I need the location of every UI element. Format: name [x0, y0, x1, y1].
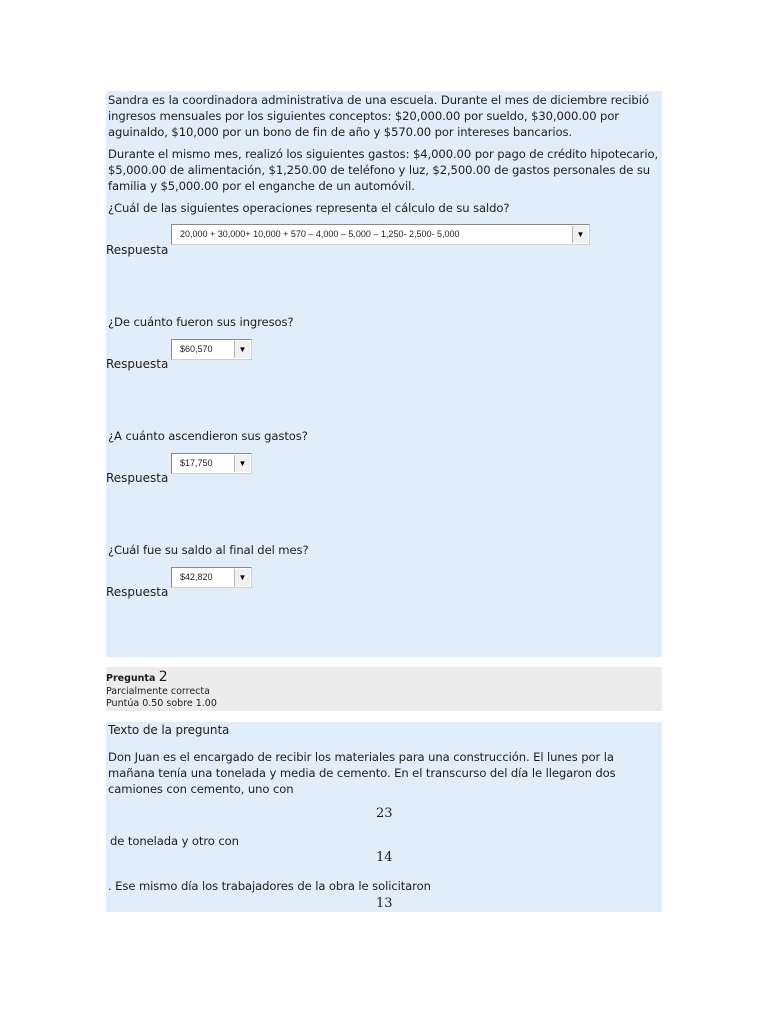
answer-3-select[interactable] [171, 453, 252, 474]
dropdown-arrow-icon[interactable]: ▼ [572, 226, 588, 243]
answer-4-value: $42,820 [180, 572, 213, 582]
answer-4-select[interactable] [171, 567, 252, 588]
respuesta-label-3: Respuesta [106, 471, 169, 485]
question-score: Puntúa 0.50 sobre 1.00 [106, 698, 217, 709]
respuesta-label-4: Respuesta [106, 585, 169, 599]
pregunta-label: Pregunta [106, 673, 156, 684]
fraction-3: 13 [376, 896, 393, 911]
question-2-paragraph-1: Don Juan es el encargado de recibir los materiales para una construcción. El lunes por la mañana tenía una tonelada y media de cemento. En el transcurso del día le llegaron dos camiones con cemento, uno con [108, 750, 616, 796]
question-1-paragraph-1: Sandra es la coordinadora administrativa de una escuela. Durante el mes de diciembre recibió ingresos mensuales por los siguientes conceptos: $20,000.00 por sueldo, $30,000.00 por aguinaldo, $10,000 por un bono de fin de año y $570.00 por intereses bancarios. [108, 93, 649, 139]
respuesta-label-2: Respuesta [106, 357, 169, 371]
respuesta-label-1: Respuesta [106, 243, 169, 257]
question-2-panel [106, 722, 662, 912]
fraction-2: 14 [376, 850, 393, 865]
subquestion-4-text: ¿Cuál fue su saldo al final del mes? [108, 543, 309, 557]
subquestion-3-text: ¿A cuánto ascendieron sus gastos? [108, 429, 308, 443]
question-number: 2 [158, 669, 168, 685]
subquestion-1-text: ¿Cuál de las siguientes operaciones representa el cálculo de su saldo? [108, 201, 510, 215]
question-1-paragraph-2: Durante el mismo mes, realizó los siguientes gastos: $4,000.00 por pago de crédito hipotecario, $5,000.00 de alimentación, $1,250.00 de teléfono y luz, $2,500.00 de gastos personales de su familia y $5,000.00 por el enganche de un automóvil. [108, 147, 659, 193]
dropdown-arrow-icon[interactable]: ▼ [234, 569, 250, 586]
fraction-1: 23 [376, 806, 393, 821]
answer-3-value: $17,750 [180, 458, 213, 468]
question-2-paragraph-2: de tonelada y otro con [110, 834, 239, 848]
dropdown-arrow-icon[interactable]: ▼ [234, 341, 250, 358]
question-2-info-box [106, 667, 662, 711]
question-status: Parcialmente correcta [106, 686, 210, 697]
answer-1-select[interactable] [171, 224, 590, 245]
answer-1-value: 20,000 + 30,000+ 10,000 + 570 – 4,000 – 5,000 – 1,250- 2,500- 5,000 [180, 229, 460, 239]
answer-2-select[interactable] [171, 339, 252, 360]
question-number-heading [106, 669, 168, 685]
answer-2-value: $60,570 [180, 344, 213, 354]
question-1-panel [106, 91, 662, 657]
dropdown-arrow-icon[interactable]: ▼ [234, 455, 250, 472]
subquestion-2-text: ¿De cuánto fueron sus ingresos? [108, 315, 294, 329]
question-2-paragraph-3: . Ese mismo día los trabajadores de la obra le solicitaron [108, 879, 431, 893]
question-text-label: Texto de la pregunta [108, 723, 230, 737]
